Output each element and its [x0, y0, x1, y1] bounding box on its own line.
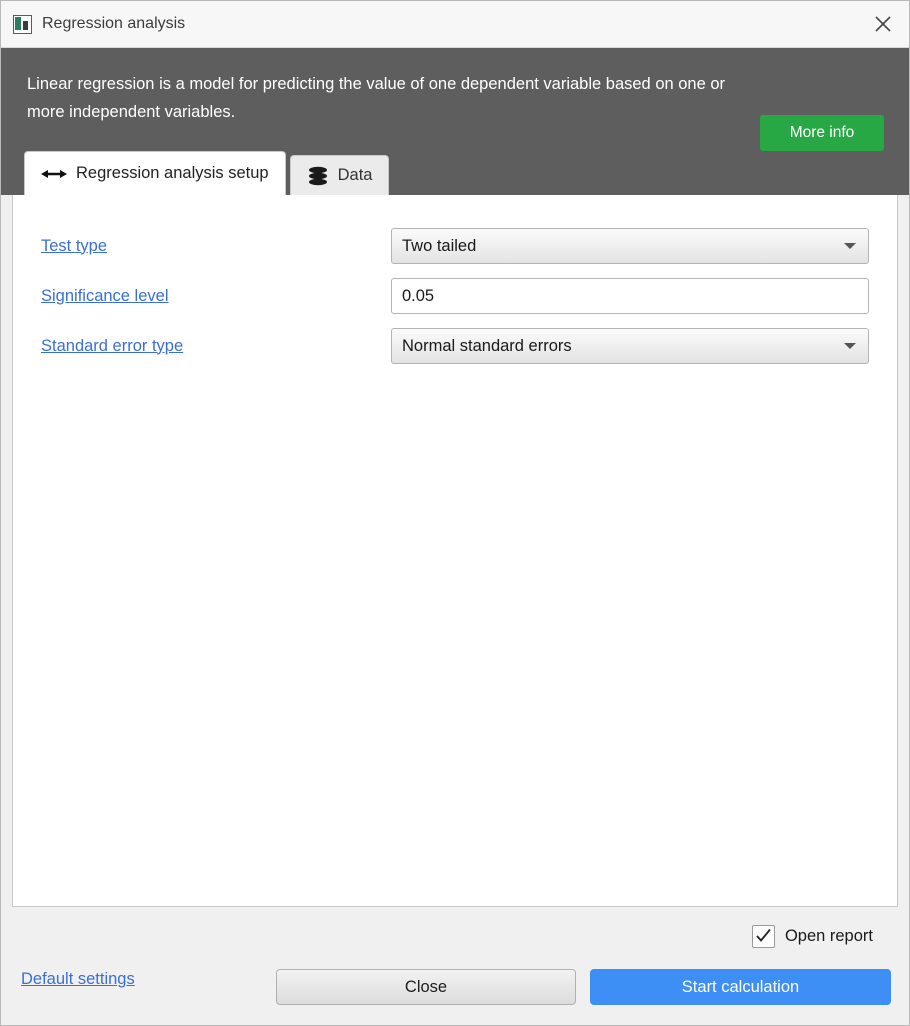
standard-error-type-select[interactable]: [391, 328, 869, 364]
close-button[interactable]: Close: [276, 969, 576, 1005]
banner-description: Linear regression is a model for predicting the value of one dependent variable based on one or more independent variables.: [27, 75, 726, 121]
open-report-checkbox[interactable]: [752, 925, 873, 948]
settings-panel: [12, 195, 898, 907]
window-title: Regression analysis: [42, 15, 186, 32]
label-test-type[interactable]: Test type: [41, 236, 108, 255]
tab-label: Regression analysis setup: [76, 164, 269, 182]
row-test-type: [41, 221, 869, 271]
more-info-button[interactable]: More info: [760, 115, 884, 151]
tab-data[interactable]: [290, 155, 390, 195]
label-standard-error-type[interactable]: Standard error type: [41, 336, 184, 355]
info-banner: [1, 48, 909, 195]
row-significance-level: [41, 271, 869, 321]
dialog-footer: [1, 907, 909, 1025]
close-icon[interactable]: [865, 6, 901, 42]
test-type-select[interactable]: [391, 228, 869, 264]
test-type-value: Two tailed: [402, 236, 477, 255]
default-settings-link[interactable]: Default settings: [21, 970, 135, 988]
tab-strip: [24, 151, 389, 195]
open-report-label: Open report: [784, 927, 873, 945]
start-calculation-button[interactable]: Start calculation: [590, 969, 891, 1005]
checkmark-icon: [752, 925, 775, 948]
database-icon: [307, 166, 329, 186]
title-bar: [1, 1, 909, 48]
chart-icon: [13, 15, 32, 34]
chevron-down-icon: [844, 243, 856, 249]
double-arrow-icon: [41, 167, 67, 181]
chevron-down-icon: [844, 343, 856, 349]
tab-label: Data: [337, 166, 373, 184]
significance-level-input[interactable]: [391, 278, 869, 314]
row-standard-error-type: [41, 321, 869, 371]
significance-level-value: 0.05: [402, 286, 435, 305]
standard-error-type-value: Normal standard errors: [402, 336, 572, 355]
tab-regression-analysis-setup[interactable]: [24, 151, 286, 195]
label-significance-level[interactable]: Significance level: [41, 286, 169, 305]
